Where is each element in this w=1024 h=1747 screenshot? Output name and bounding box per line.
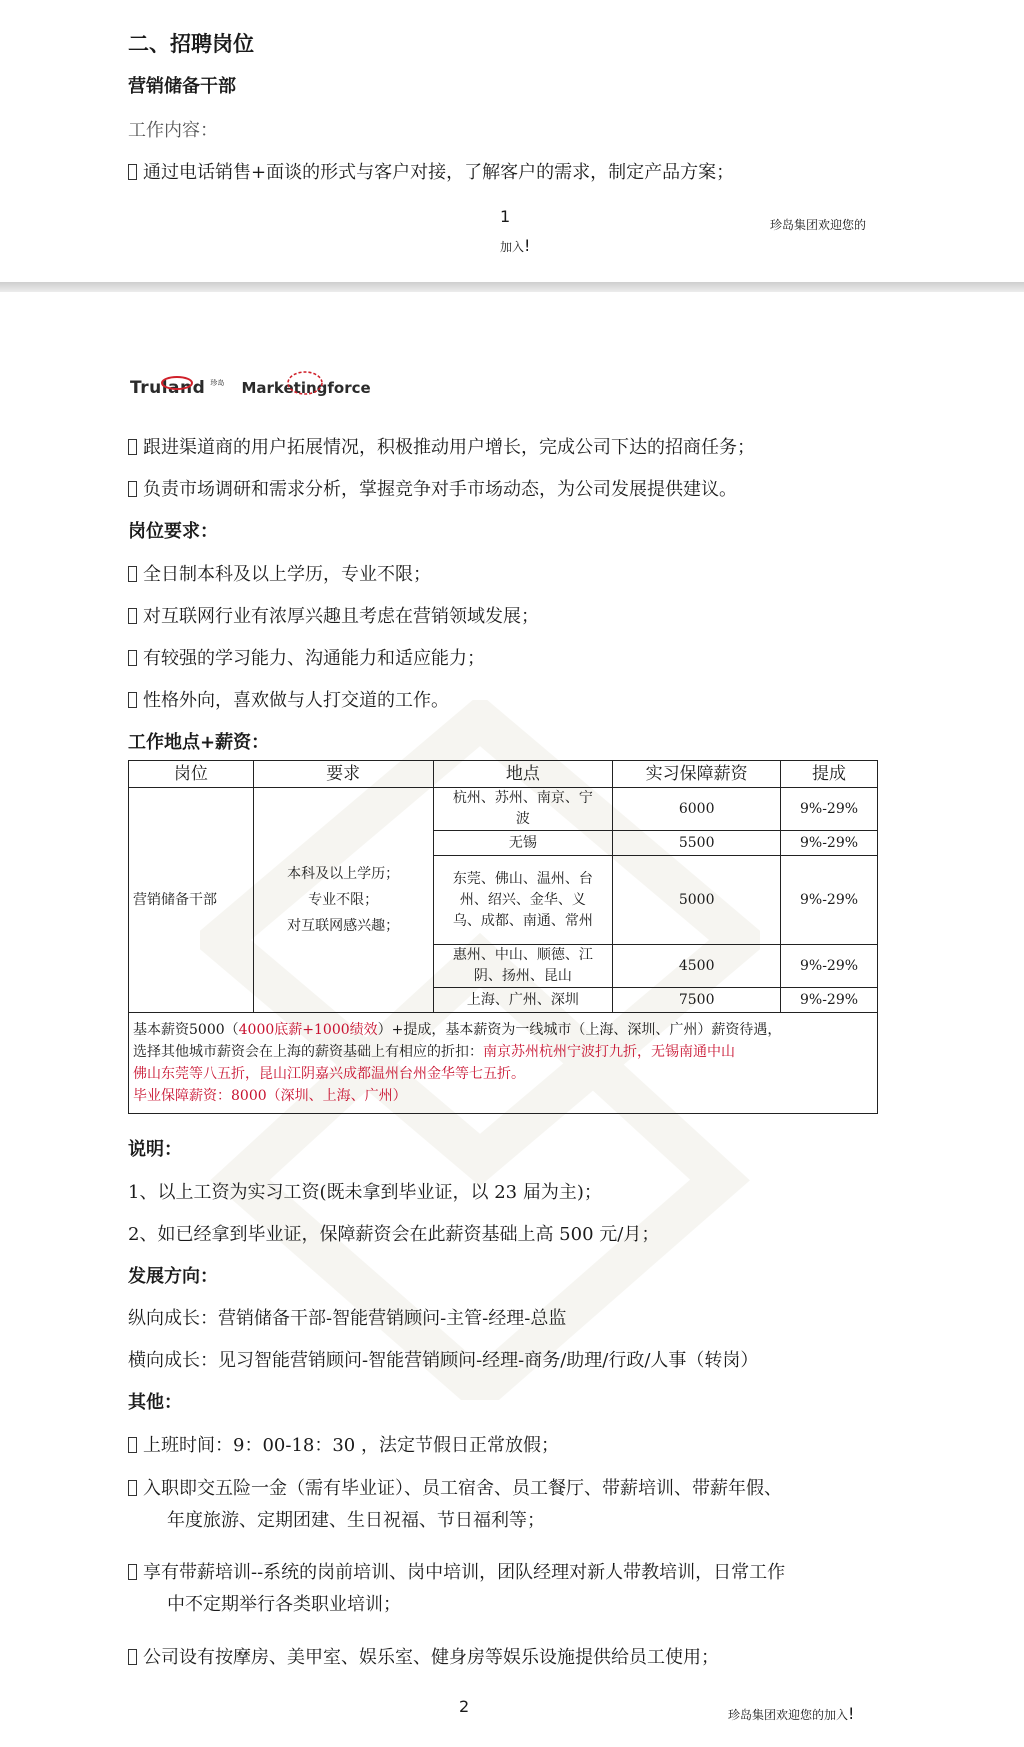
- requirement-cell: [253, 788, 433, 1013]
- footer-text: 珍岛集团欢迎您的加入: [728, 1708, 849, 1722]
- column-header: 要求: [253, 761, 433, 788]
- bullet-box-icon: [128, 692, 137, 708]
- footer-mark: !: [848, 1704, 855, 1723]
- bullet-box-icon: [128, 1649, 137, 1665]
- commission-cell: 9%-29%: [781, 945, 878, 988]
- requirement-item: [128, 686, 449, 712]
- other-item: [128, 1474, 782, 1500]
- page-number: 2: [459, 1697, 470, 1716]
- commission-cell: 9%-29%: [781, 856, 878, 945]
- note-line: 佛山东莞等八五折，昆山江阴嘉兴成都温州台州金华等七五折。: [133, 1066, 525, 1082]
- location-cell: 东莞、佛山、温州、台州、绍兴、金华、义乌、成都、南通、常州: [433, 856, 613, 945]
- requirement-item: [128, 560, 431, 586]
- bullet-box-icon: [128, 164, 137, 180]
- bullet-box-icon: [128, 1437, 137, 1453]
- requirement-text: 全日制本科及以上学历，专业不限；: [143, 564, 431, 585]
- location-cell: 杭州、苏州、南京、宁波: [433, 788, 613, 831]
- note-line: [133, 1019, 873, 1041]
- bullet-box-icon: [128, 650, 137, 666]
- duty-bullet: [128, 158, 734, 184]
- other-heading: 其他：: [128, 1392, 182, 1413]
- marketingforce-orbit-icon: [285, 368, 325, 398]
- duty-text: 通过电话销售+面谈的形式与客户对接，了解客户的需求，制定产品方案；: [143, 162, 735, 183]
- bullet-box-icon: [128, 1480, 137, 1496]
- truland-small-mark: 珍岛: [210, 379, 225, 387]
- salary-cell: 5500: [613, 831, 781, 856]
- marketingforce-logo: Marketingforce: [241, 379, 371, 397]
- footer-mark: !: [524, 236, 531, 255]
- note-red-text: 南京苏州杭州宁波打九折，无锡南通中山: [483, 1044, 735, 1060]
- section-title: 二、招聘岗位: [128, 32, 254, 56]
- other-text: 享有带薪培训--系统的岗前培训、岗中培训，团队经理对新人带教培训，日常工作: [143, 1562, 786, 1583]
- requirement-line: 本科及以上学历；: [287, 866, 400, 882]
- column-header: 提成: [781, 761, 878, 788]
- salary-cell: 6000: [613, 788, 781, 831]
- location-salary-heading: 工作地点+薪资：: [128, 732, 270, 753]
- requirements-heading: 岗位要求：: [128, 521, 218, 542]
- company-logo: [130, 378, 371, 398]
- location-cell: 无锡: [433, 831, 613, 856]
- note-line: 毕业保障薪资：8000（深圳、上海、广州）: [133, 1088, 407, 1104]
- position-cell: 营销储备干部: [129, 788, 254, 1013]
- requirement-item: [128, 602, 539, 628]
- requirement-text: 性格外向，喜欢做与人打交道的工作。: [143, 690, 449, 711]
- requirement-line: 对互联网感兴趣；: [287, 918, 400, 934]
- column-header: 岗位: [129, 761, 254, 788]
- bullet-box-icon: [128, 1564, 137, 1580]
- note-text: 选择其他城市薪资会在上海的薪资基础上有相应的折扣：: [133, 1044, 483, 1060]
- work-content-label: 工作内容：: [128, 120, 218, 141]
- note-item: 1、以上工资为实习工资(既未拿到毕业证，以 23 届为主)；: [128, 1182, 602, 1203]
- other-item: [128, 1431, 559, 1457]
- table-row: [129, 788, 878, 831]
- footer-left-text: 加入: [500, 240, 525, 254]
- note-text: ）+提成，基本薪资为一线城市（上海、深圳、广州）薪资待遇，: [377, 1022, 782, 1038]
- requirement-item: [128, 644, 485, 670]
- bullet-box-icon: [128, 439, 137, 455]
- notes-heading: 说明：: [128, 1139, 182, 1160]
- location-cell: 上海、广州、深圳: [433, 988, 613, 1013]
- development-item: 纵向成长：营销储备干部-智能营销顾问-主管-经理-总监: [128, 1308, 567, 1329]
- page-number: 1: [500, 207, 511, 226]
- page-footer-right: 珍岛集团欢迎您的: [770, 218, 867, 232]
- position-title: 营销储备干部: [128, 76, 236, 97]
- development-heading: 发展方向：: [128, 1266, 218, 1287]
- column-header: 地点: [433, 761, 613, 788]
- duty-bullet: [128, 433, 755, 459]
- salary-cell: 7500: [613, 988, 781, 1013]
- requirement-text: 对互联网行业有浓厚兴趣且考虑在营销领域发展；: [143, 606, 539, 627]
- commission-cell: 9%-29%: [781, 788, 878, 831]
- truland-logo: Truland: [130, 378, 206, 398]
- commission-cell: 9%-29%: [781, 831, 878, 856]
- other-text: 入职即交五险一金（需有毕业证）、员工宿舍、员工餐厅、带薪培训、带薪年假、: [143, 1478, 782, 1499]
- duty-text: 负责市场调研和需求分析，掌握竞争对手市场动态，为公司发展提供建议。: [143, 479, 737, 500]
- other-text: 上班时间：9：00-18：30 ，法定节假日正常放假；: [143, 1435, 559, 1456]
- bullet-box-icon: [128, 608, 137, 624]
- other-item-cont: 年度旅游、定期团建、生日祝福、节日福利等；: [167, 1510, 545, 1531]
- swirl-logo-icon: [160, 374, 194, 392]
- salary-table: [128, 760, 878, 1114]
- table-header-row: [129, 761, 878, 788]
- other-item: [128, 1643, 719, 1669]
- duty-text: 跟进渠道商的用户拓展情况，积极推动用户增长，完成公司下达的招商任务；: [143, 437, 755, 458]
- page-footer-left: [500, 236, 530, 255]
- bullet-box-icon: [128, 481, 137, 497]
- page-footer: [728, 1704, 854, 1723]
- location-cell: 惠州、中山、顺德、江阴、扬州、昆山: [433, 945, 613, 988]
- duty-bullet: [128, 475, 737, 501]
- other-item: [128, 1558, 785, 1584]
- page-separator: [0, 282, 1024, 292]
- note-text: 基本薪资5000（: [133, 1022, 239, 1038]
- note-item: 2、如已经拿到毕业证，保障薪资会在此薪资基础上高 500 元/月；: [128, 1224, 660, 1245]
- requirement-line: 专业不限；: [308, 892, 379, 908]
- table-note-row: [129, 1013, 878, 1114]
- development-item: 横向成长：见习智能营销顾问-智能营销顾问-经理-商务/助理/行政/人事（转岗）: [128, 1350, 759, 1371]
- salary-cell: 5000: [613, 856, 781, 945]
- bullet-box-icon: [128, 566, 137, 582]
- other-item-cont: 中不定期举行各类职业培训；: [167, 1594, 401, 1615]
- salary-note: [129, 1013, 878, 1114]
- note-line: [133, 1041, 873, 1063]
- note-red-text: 4000底薪+1000绩效: [238, 1022, 378, 1038]
- commission-cell: 9%-29%: [781, 988, 878, 1013]
- salary-cell: 4500: [613, 945, 781, 988]
- column-header: 实习保障薪资: [613, 761, 781, 788]
- requirement-text: 有较强的学习能力、沟通能力和适应能力；: [143, 648, 485, 669]
- other-text: 公司设有按摩房、美甲室、娱乐室、健身房等娱乐设施提供给员工使用；: [143, 1647, 719, 1668]
